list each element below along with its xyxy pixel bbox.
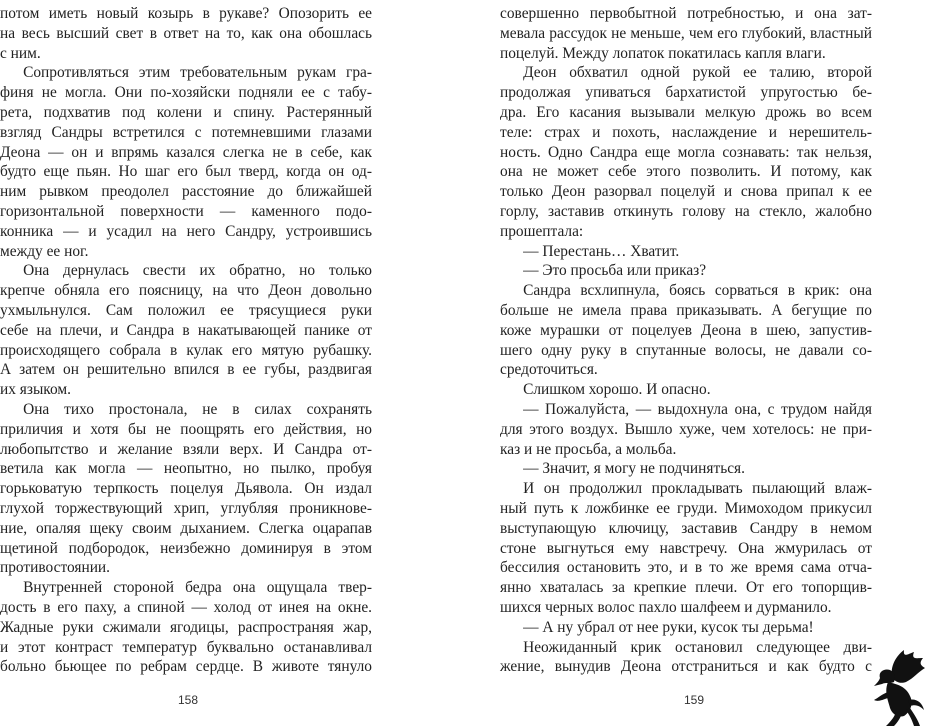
text-line: будто еще пьян. Но шаг его был тверд, когда он од- <box>0 163 372 181</box>
text-line: янно хваталась за крепкие плечи. От его топорщив- <box>500 579 872 597</box>
text-line: крепче обняла его поясницу, на что Деон довольно <box>0 282 372 300</box>
text-line: выступающую ключицу, заставив Сандру в немом <box>500 519 872 537</box>
text-line: продолжая упиваться бархатистой упругостью бе- <box>500 84 872 102</box>
text-line: только Деон разорвал поцелуй и снова припал к ее <box>500 183 872 201</box>
text-line: конника — и усадил на него Сандру, устроившись <box>0 222 372 240</box>
text-line: коже мурашки от поцелуев Деона в шею, запустив- <box>500 321 872 339</box>
text-line: — Пожалуйста, — выдохнула она, с трудом найдя <box>500 400 872 418</box>
text-line: приличия и хотя бы не поощрять его действия, но <box>0 420 372 438</box>
text-line: горизонтальной поверхности — каменного подо- <box>0 202 372 220</box>
left-page <box>0 0 372 728</box>
text-line: ухмыльнулся. Сам положил ее трясущиеся руки <box>0 301 372 319</box>
text-line: себе на плечи, и Сандра в накатывающей панике от <box>0 321 372 339</box>
page-number-right: 159 <box>684 693 705 707</box>
text-line: жение, вынудив Деона отстраниться и как будто с <box>500 658 872 676</box>
text-line: горьковатую терпкость поцелуя Дьявола. Он издал <box>0 480 372 498</box>
text-line: ним рывком преодолел расстояние до ближайшей <box>0 183 372 201</box>
text-line: средоточиться. <box>500 361 598 379</box>
text-line: прошептала: <box>500 222 584 240</box>
text-line: шихся черных волос пахло шалфеем и дурманило. <box>500 598 832 616</box>
text-line: взгляд Сандры встретился с потемневшими глазами <box>0 123 372 141</box>
text-line: совершенно первобытной потребностью, и она зат- <box>500 5 872 22</box>
text-line: ный путь к ложбинке ее груди. Мимоходом прикусил <box>500 499 872 517</box>
text-line: и этот контраст температур буквально останавливал <box>0 638 372 656</box>
text-line: Деон обхватил одной рукой ее талию, второй <box>500 64 872 82</box>
text-line: дра. Его касания вызывали мелкую дрожь во всем <box>500 103 872 121</box>
right-page-text <box>500 4 872 677</box>
text-line: больно бьющее по ребрам сердце. В животе тянуло <box>0 658 372 676</box>
text-line: теле: страх и похоть, наслаждение и нерешитель- <box>500 123 872 141</box>
text-line: она не может себе этого позволить. И потому, как <box>500 163 872 181</box>
text-line: Внутренней стороной бедра она ощущала твер- <box>0 579 372 597</box>
text-line: горлу, заставив откинуть голову на стекло, жалобно <box>500 202 872 220</box>
text-line: любопытство и желание взяли верх. И Сандра от- <box>0 440 372 458</box>
text-line: больше не имела права приказывать. А бегущие по <box>500 301 872 319</box>
text-line: Слишком хорошо. И опасно. <box>500 381 711 399</box>
text-line: Сопротивляться этим требовательным рукам гра- <box>0 64 372 82</box>
text-line: для этого воздух. Вышло хуже, чем хотелось: не при- <box>500 420 872 438</box>
text-line: И он продолжил прокладывать пылающий влаж- <box>500 480 872 498</box>
text-line: рета, подхватив под колени и спину. Растерянный <box>0 103 372 121</box>
text-line: потом иметь новый козырь в рукаве? Опозорить ее <box>0 5 372 22</box>
text-line: А затем он решительно впился в ее губы, раздвигая <box>0 361 372 379</box>
text-line: — Перестань… Хватит. <box>500 242 680 260</box>
text-line: — А ну убрал от нее руки, кусок ты дерьма! <box>500 618 814 636</box>
text-line: глухой торжествующий хрип, углубляя проникнове- <box>0 499 372 517</box>
text-line: Деона — он и впрямь казался слегка не в себе, как <box>0 143 372 161</box>
text-line: на весь высший свет в ответ на то, как она обошлась <box>0 24 372 42</box>
text-line: Жадные руки сжимали ягодицы, распространяя жар, <box>0 618 372 636</box>
text-line: Она тихо простонала, не в силах сохранять <box>0 400 372 418</box>
text-line: Она дернулась свести их обратно, но только <box>0 262 372 280</box>
text-line: бессилия остановить это, и в то же время сама отча- <box>500 559 872 577</box>
text-line: шего одну руку в спутанные волосы, не давали со- <box>500 341 872 359</box>
text-line: между ее ног. <box>0 242 89 260</box>
text-line: ветила как могла — неопытно, но пылко, пробуя <box>0 460 372 478</box>
left-page-text <box>0 4 372 677</box>
text-line: дость в его паху, а спиной — холод от инея на окне. <box>0 598 372 616</box>
text-line: поцелуй. Между лопаток покатилась капля влаги. <box>500 44 826 62</box>
text-line: мевала рассудок не меньше, чем его глубокий, властный <box>500 24 872 42</box>
text-line: щетиной подбородок, неизбежно доминируя в этом <box>0 539 372 557</box>
right-page <box>500 0 872 728</box>
text-line: — Это просьба или приказ? <box>500 262 707 280</box>
text-line: — Значит, я могу не подчиняться. <box>500 460 745 478</box>
text-line: их языком. <box>0 381 71 399</box>
text-line: Неожиданный крик остановил следующее дви- <box>500 638 872 656</box>
text-line: каз и не просьба, а мольба. <box>500 440 677 458</box>
page-number-left: 158 <box>178 693 199 707</box>
text-line: ние, опаляя щеку своим дыханием. Слегка оцарапав <box>0 519 372 537</box>
text-line: ность. Одно Сандра еще могла сознавать: так нельзя, <box>500 143 872 161</box>
text-line: финя не могла. Они по-хозяйски подняли ее с табу- <box>0 84 372 102</box>
text-line: Сандра всхлипнула, боясь сорваться в крик: она <box>500 282 872 300</box>
griffin-silhouette-icon <box>870 648 926 728</box>
text-line: с ним. <box>0 44 41 62</box>
text-line: стоне выгнуться ему навстречу. Она жмурилась от <box>500 539 872 557</box>
text-line: происходящего собрала в кулак его мятую рубашку. <box>0 341 372 359</box>
text-line: противостоянии. <box>0 559 111 577</box>
